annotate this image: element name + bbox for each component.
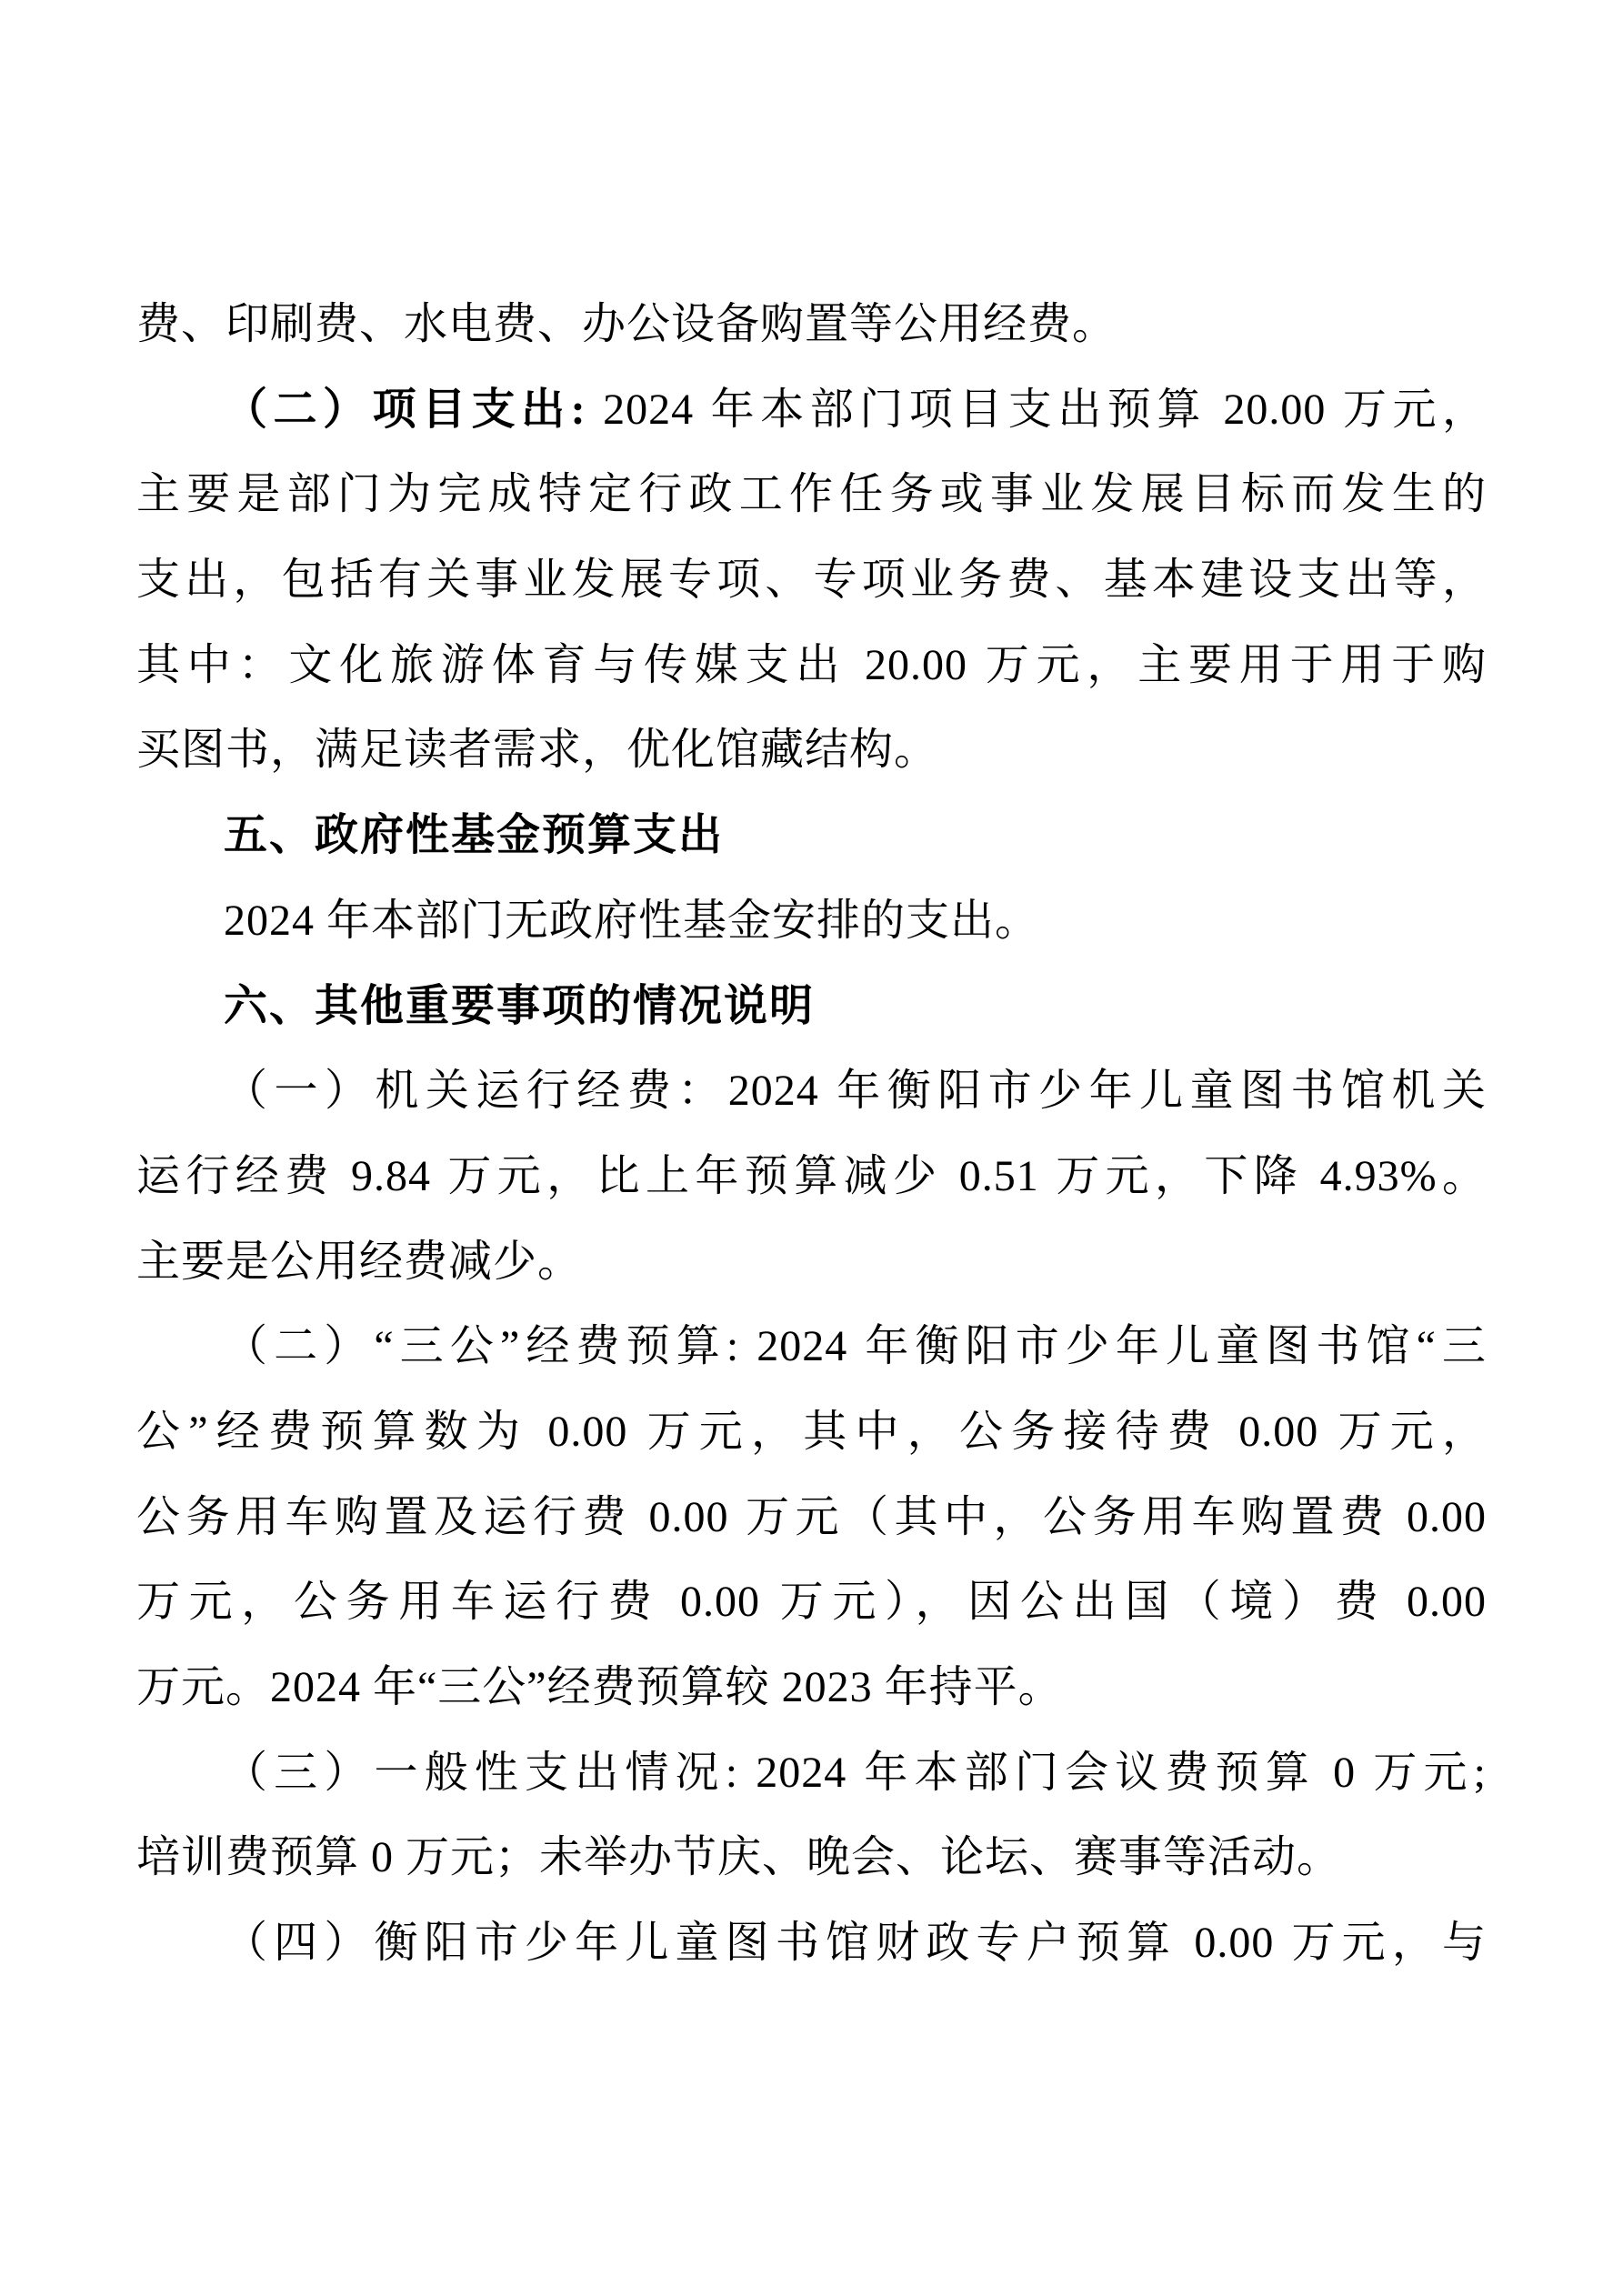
text-line bbox=[136, 1475, 1487, 1560]
document-body bbox=[136, 282, 1487, 1986]
text-line bbox=[136, 1048, 1487, 1134]
text-line bbox=[136, 452, 1487, 537]
text-run: 公”经费预算数为 0.00 万元，其中，公务接待费 0.00 万元， bbox=[136, 1407, 1487, 1456]
text-run: 五、政府性基金预算支出 bbox=[224, 811, 725, 860]
text-run: 培训费预算 0 万元；未举办节庆、晚会、论坛、赛事等活动。 bbox=[136, 1833, 1342, 1882]
text-line bbox=[136, 282, 1487, 367]
text-run: 公务用车购置及运行费 0.00 万元（其中，公务用车购置费 0.00 bbox=[136, 1492, 1487, 1541]
text-run: 主要是公用经费减少。 bbox=[136, 1237, 583, 1286]
text-line bbox=[136, 1304, 1487, 1389]
text-line bbox=[136, 1645, 1487, 1730]
text-run: （四）衡阳市少年儿童图书馆财政专户预算 0.00 万元，与 bbox=[224, 1919, 1487, 1968]
text-run: 2024 年本部门项目支出预算 20.00 万元， bbox=[586, 385, 1487, 434]
text-line bbox=[136, 1134, 1487, 1219]
text-line bbox=[136, 537, 1487, 623]
section-heading bbox=[136, 793, 1487, 878]
text-run: （一）机关运行经费：2024 年衡阳市少年儿童图书馆机关 bbox=[224, 1067, 1487, 1116]
text-line bbox=[136, 707, 1487, 793]
text-run: 买图书，满足读者需求，优化馆藏结构。 bbox=[136, 726, 939, 775]
text-run: 万元。2024 年“三公”经费预算较 2023 年持平。 bbox=[136, 1663, 1063, 1711]
text-run: （二）“三公”经费预算: 2024 年衡阳市少年儿童图书馆“三 bbox=[224, 1322, 1487, 1371]
text-run: 运行经费 9.84 万元，比上年预算减少 0.51 万元，下降 4.93%。 bbox=[136, 1151, 1487, 1200]
text-run: 其中：文化旅游体育与传媒支出 20.00 万元，主要用于用于购 bbox=[136, 640, 1487, 689]
text-run: 2024 年本部门无政府性基金安排的支出。 bbox=[224, 896, 1040, 945]
text-line bbox=[136, 1815, 1487, 1900]
text-line bbox=[136, 878, 1487, 964]
text-line bbox=[136, 1559, 1487, 1645]
text-line bbox=[136, 367, 1487, 453]
text-run: 六、其他重要事项的情况说明 bbox=[224, 981, 816, 1030]
text-run: （二）项目支出: bbox=[224, 385, 586, 434]
section-heading bbox=[136, 964, 1487, 1049]
text-run: 主要是部门为完成特定行政工作任务或事业发展目标而发生的 bbox=[136, 470, 1487, 519]
text-run: 万元，公务用车运行费 0.00 万元），因公出国（境）费 0.00 bbox=[136, 1578, 1487, 1627]
text-line bbox=[136, 1900, 1487, 1986]
text-line bbox=[136, 1389, 1487, 1475]
text-line bbox=[136, 623, 1487, 708]
text-line bbox=[136, 1730, 1487, 1816]
text-run: 费、印刷费、水电费、办公设备购置等公用经费。 bbox=[136, 300, 1117, 348]
text-run: （三）一般性支出情况: 2024 年本部门会议费预算 0 万元; bbox=[224, 1748, 1487, 1797]
text-line bbox=[136, 1219, 1487, 1305]
text-run: 支出，包括有关事业发展专项、专项业务费、基本建设支出等， bbox=[136, 556, 1487, 605]
